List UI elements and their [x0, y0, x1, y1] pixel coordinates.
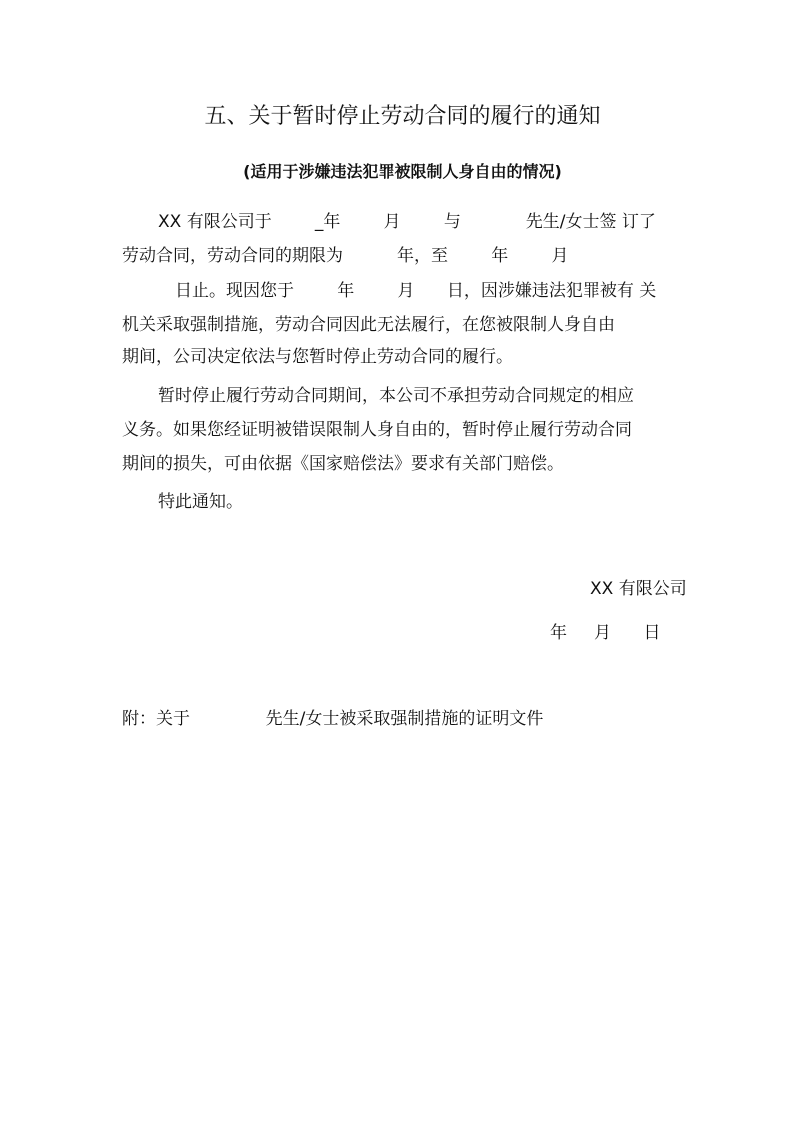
body-line-4: 机关采取强制措施，劳动合同因此无法履行，在您被限制人身自由 [122, 315, 615, 335]
body-line-7: 义务。如果您经证明被错误限制人身自由的，暂时停止履行劳动合同 [122, 420, 632, 440]
body-line-5: 期间，公司决定依法与您暂时停止劳动合同的履行。 [122, 347, 513, 367]
body-line-6: 暂时停止履行劳动合同期间，本公司不承担劳动合同规定的相应 [158, 386, 634, 406]
body-line-8: 期间的损失，可由依据《国家赔偿法》要求有关部门赔偿。 [122, 454, 564, 474]
document-title: 五、关于暂时停止劳动合同的履行的通知 [204, 104, 601, 129]
body-line-1: XX 有限公司于 _年 月 与 先生/女士签 订了 [158, 212, 656, 232]
body-line-3: 日止。现因您于 年 月 日，因涉嫌违法犯罪被有 关 [175, 281, 657, 301]
body-line-2: 劳动合同，劳动合同的期限为 年，至 年 月 [122, 246, 569, 266]
closing-line: 特此通知。 [158, 492, 243, 512]
attachment-note: 附：关于 先生/女士被采取强制措施的证明文件 [122, 709, 544, 729]
signature-company: XX 有限公司 [590, 579, 687, 599]
signature-date: 年 月 日 [550, 623, 661, 643]
document-subtitle: (适用于涉嫌违法犯罪被限制人身自由的情况) [243, 162, 562, 181]
